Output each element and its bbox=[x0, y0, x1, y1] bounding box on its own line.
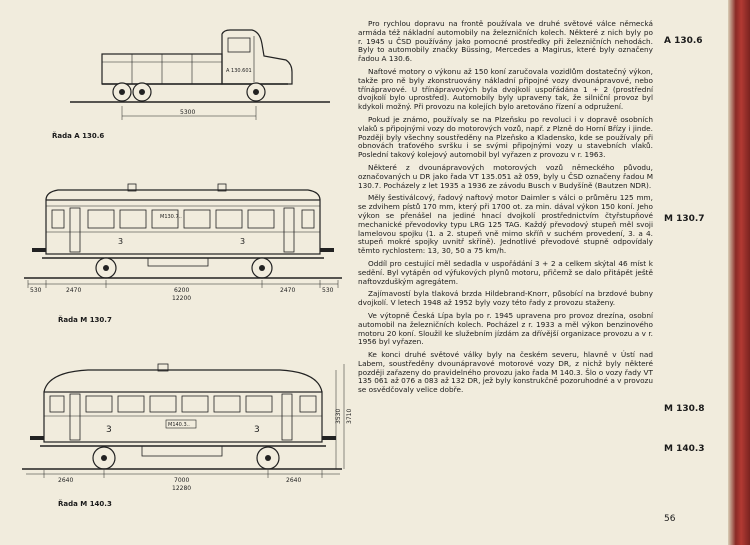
m1307-dim-3: 6200 bbox=[174, 287, 190, 294]
side-label-m1308: M 130.8 bbox=[664, 404, 705, 414]
paragraph: Naftové motory o výkonu až 150 koní zaručovala vozidlům dostatečný výkon, takže pro ně byly zkonstruovány nákladní připojné vozy dvounápravové, nebo třínápravové. U třínápravových byla dvojkolí uspořádána 1 + 2 (prostřední dvojkolí bylo uprostřed). Automobily byly upraveny tak, že silniční provoz byl kdykoli možný. Při provozu na kolejích bylo aretováno řízení a odpružení. bbox=[358, 66, 653, 112]
paragraph: Měly šestiválcový, řadový naftový motor Daimler s válci o průměru 125 mm, se zdvihem pístů 170 mm, který při 1700 ot. za min. dával výkon 150 koní. Jeho výkon se přenášel na jediné hnací dvojkolí prostřednictvím čtyřstupňové mechanické převodovky typu LRG 125 TAG. Každý převodový stupeň měl svoji lamelovou spojku (1. a 2. stupeň vně mimo skříň v suchém provedení, 3. a 4. stupeň mokré spojky uvnitř skříně). Jednotlivé převodové stupně odpovídaly těmto rychlostem: 13, 30, 50 a 75 km/h. bbox=[358, 193, 653, 256]
m1307-dim-5: 2470 bbox=[280, 287, 296, 294]
truck-drawing bbox=[40, 22, 340, 132]
m1403-class-left: 3 bbox=[106, 425, 112, 435]
m1403-dim-2: 7000 bbox=[174, 477, 190, 484]
m1307-class-left: 3 bbox=[118, 237, 124, 246]
m1403-dim-1: 2640 bbox=[58, 477, 74, 484]
truck-dimension: 5300 bbox=[180, 109, 196, 116]
m1403-drawing bbox=[18, 362, 358, 497]
m1307-class-right: 3 bbox=[240, 237, 246, 246]
m1307-dim-2: 2470 bbox=[66, 287, 82, 294]
truck-plate: A 130.601 bbox=[226, 68, 252, 74]
paragraph: Oddíl pro cestující měl sedadla v uspořádání 3 + 2 a celkem skýtal 46 míst k sedění. Byl vytápěn od výfukových plynů motoru, přičemž se dalo přitápět ještě naftovzduškým agregátem. bbox=[358, 258, 653, 286]
paragraph: Ke konci druhé světové války byly na českém severu, hlavně v Ústí nad Labem, soustředěny dvounápravové motorové vozy DR, z nichž byly některé později zařazeny do pravidelného provozu jako řada M 140.3. Šlo o vozy řady VT 135 061 až 076 a 083 až 132 DR, jež byly konstrukčně pozoruhodné a v provozu se osvědčovaly velice dobře. bbox=[358, 350, 653, 395]
paragraph: Pokud je známo, používaly se na Plzeňsku po revoluci i v dopravě osobních vlaků s připojnými vozy do motorových vozů, např. z Plzně do Horní Břízy i jinde. Později byly všechny soustředěny na Plzeňsko a Kladensko, kde se používaly při obnovách traťového svršku i se svými připojnými vozy u stavebních vlaků. Poslední takový kolejový automobil byl vyřazen z provozu v r. 1963. bbox=[358, 114, 653, 160]
caption-m1307: Řada M 130.7 bbox=[58, 316, 112, 324]
page-number: 56 bbox=[664, 514, 676, 524]
caption-m1403: Řada M 140.3 bbox=[58, 500, 112, 508]
m1403-dim-3: 12280 bbox=[172, 485, 192, 492]
m1307-dim-4: 12200 bbox=[172, 295, 192, 302]
m1403-dim-4: 2640 bbox=[286, 477, 302, 484]
m1307-plate: M130.7.. bbox=[160, 214, 182, 220]
caption-a1306: Řada A 130.6 bbox=[52, 132, 105, 140]
m1307-dim-1: 530 bbox=[30, 287, 42, 294]
paragraph: Ve výtopně Česká Lípa byla po r. 1945 upravena pro provoz drezína, osobní automobil na železničních kolech. Pocházel z r. 1933 a měl výkon benzinového motoru 20 koní. Sloužil ke služebním jízdám za dřívější organizace provozu a v r. 1956 byl vyřazen. bbox=[358, 310, 653, 347]
book-spine bbox=[728, 0, 750, 545]
paragraph: Některé z dvounápravových motorových vozů německého původu, označovaných u DR jako řada VT 135.051 až 059, byly u ČSD označeny řadou M 130.7. Pocházely z let 1935 a 1936 ze závodu Busch v Budyšíně (Bautzen NDR). bbox=[358, 162, 653, 190]
m1403-plate: M140.3.. bbox=[168, 422, 190, 428]
side-label-m1403: M 140.3 bbox=[664, 444, 705, 454]
m1403-height-1: 3530 bbox=[335, 408, 342, 424]
body-text bbox=[358, 20, 653, 399]
paragraph: Zajímavostí byla tlaková brzda Hildebrand-Knorr, působící na brzdové bubny dvojkolí. V letech 1948 až 1952 byly vozy této řady z provozu staženy. bbox=[358, 289, 653, 308]
m1307-dim-6: 530 bbox=[322, 287, 334, 294]
m1403-height-2: 3710 bbox=[346, 408, 353, 424]
paragraph: Pro rychlou dopravu na frontě používala ve druhé světové válce německá armáda též nákladní automobily na železničních kolech. Některé z nich byly po r. 1945 u ČSD používány jako pomocné prostředky při železničních nehodách. Byly to automobily značky Büssing, Mercedes a Magirus, které byly označeny řadou A 130.6. bbox=[358, 19, 653, 64]
m1403-class-right: 3 bbox=[254, 425, 260, 435]
m1307-drawing bbox=[18, 182, 348, 312]
side-label-m1307: M 130.7 bbox=[664, 214, 705, 224]
side-label-a1306: A 130.6 bbox=[664, 36, 703, 46]
